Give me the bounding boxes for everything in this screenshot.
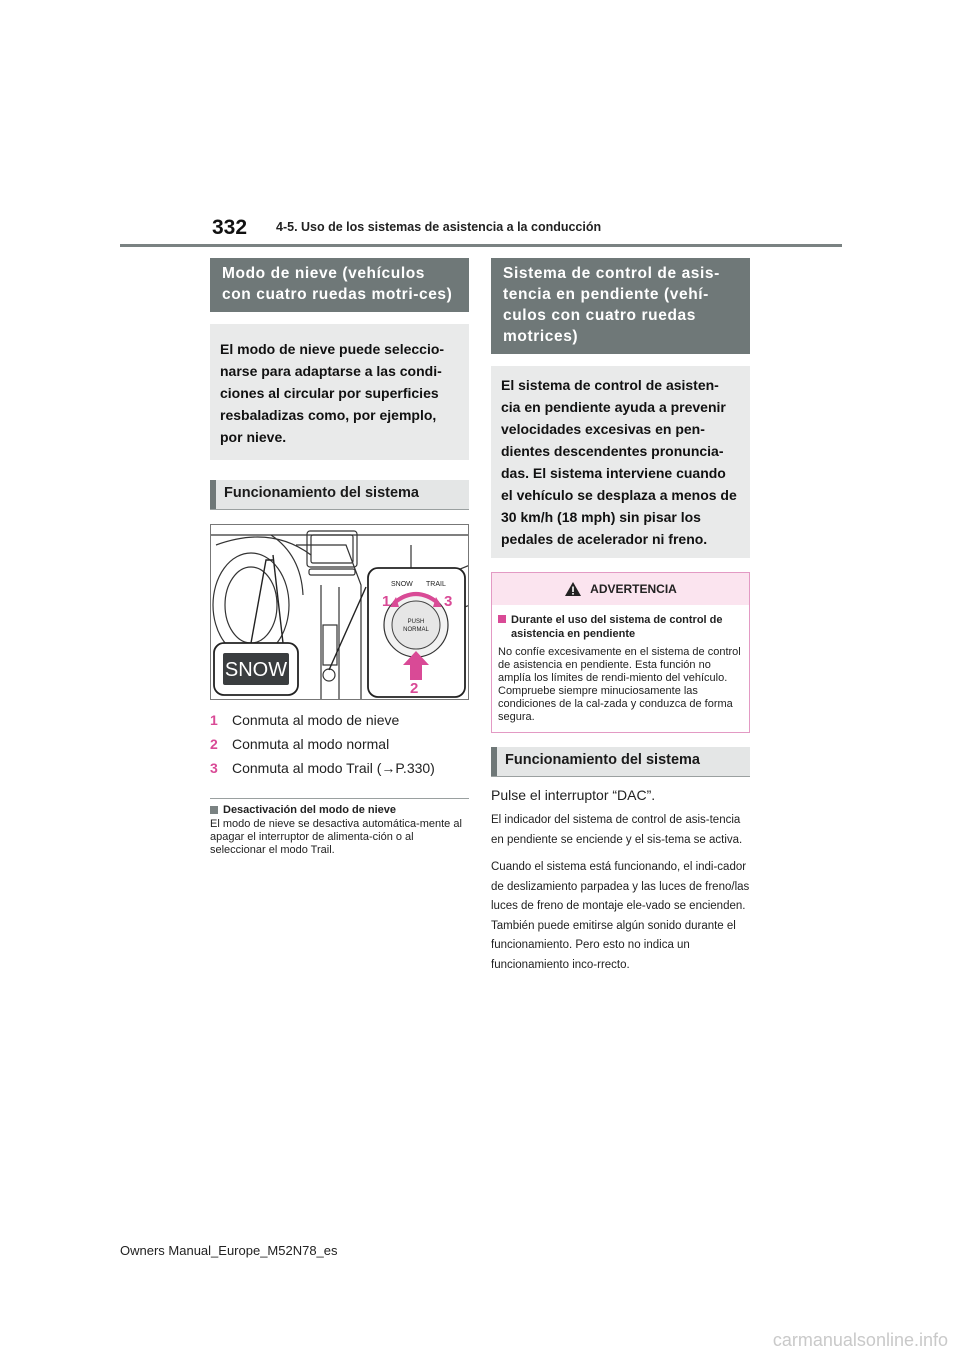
- dac-subheading: [491, 747, 750, 777]
- list-item: [210, 732, 469, 756]
- left-column: [210, 258, 469, 857]
- snow-mode-figure: [210, 524, 469, 700]
- right-column: [491, 258, 750, 975]
- snow-mode-subheading: [210, 480, 469, 510]
- subheading-text: Funcionamiento del sistema: [224, 485, 419, 501]
- note-title-text: Desactivación del modo de nieve: [223, 804, 397, 816]
- warning-header: [492, 573, 749, 605]
- callout-3: 3: [444, 593, 453, 610]
- note-divider: [210, 798, 469, 799]
- dac-paragraph-2: Cuando el sistema está funcionando, el indi-cador de deslizamiento parpadea y las luces de freno/las luces de freno de montaje ele-vado se encienden. También puede emitirse algún sonido durante el funcionamiento. Pero esto no indica un funcionamiento inco-rrecto.: [491, 861, 750, 971]
- step-text: Conmuta al modo de nieve: [232, 712, 400, 728]
- snow-indicator-label: SNOW: [224, 659, 288, 681]
- dac-intro: El sistema de control de asisten-cia en pendiente ayuda a prevenir velocidades excesivas en pen-dientes descendentes pronuncia-das. El sistema interviene cuando el vehículo se desplaza a menos de 30 km/h (18 mph) sin pisar los pedales de acelerador ni freno.: [491, 366, 750, 558]
- dial-snow-label: SNOW: [391, 581, 413, 588]
- dial-trail-label: TRAIL: [426, 581, 446, 588]
- step-list: [210, 708, 469, 780]
- subheading-text: Funcionamiento del sistema: [505, 752, 700, 768]
- snow-mode-intro: El modo de nieve puede seleccio-narse para adaptarse a las condi-ciones al circular por superficies resbaladizas como, por ejemplo, por nieve.: [210, 324, 469, 460]
- warning-box: [491, 572, 750, 733]
- warning-triangle-icon: [564, 581, 582, 597]
- note-title: [210, 804, 469, 816]
- chapter-title: 4-5. Uso de los sistemas de asistencia a la conducción: [276, 220, 602, 234]
- snow-mode-section-title: Modo de nieve (vehículos con cuatro ruedas motri-ces): [210, 258, 469, 312]
- header-rule: [120, 244, 842, 247]
- dac-section-title: Sistema de control de asis-tencia en pendiente (vehí-culos con cuatro ruedas motrices): [491, 258, 750, 354]
- dac-lead: Pulse el interruptor “DAC”.: [491, 787, 656, 803]
- step-number: 3: [210, 760, 218, 776]
- warning-title-text: Durante el uso del sistema de control de asistencia en pendiente: [511, 614, 723, 640]
- step-number: 2: [210, 736, 218, 752]
- footer-manual-id: Owners Manual_Europe_M52N78_es: [120, 1243, 338, 1258]
- callout-2: 2: [410, 680, 419, 697]
- warning-label: ADVERTENCIA: [590, 582, 677, 596]
- page-number: 332: [212, 216, 248, 239]
- callout-1: 1: [382, 593, 391, 610]
- step-text-link[interactable]: Conmuta al modo Trail (→P.330): [232, 760, 435, 776]
- dac-paragraph-1: El indicador del sistema de control de asis-tencia en pendiente se enciende y el sis-tema se activa.: [491, 814, 743, 846]
- list-item: [210, 756, 469, 780]
- list-item: [210, 708, 469, 732]
- dial-normal-label: NORMAL: [403, 627, 429, 633]
- watermark: carmanualsonline.info: [772, 1330, 948, 1350]
- bullet-square-icon: [498, 615, 506, 623]
- note-body: El modo de nieve se desactiva automática-mente al apagar el interruptor de alimenta-ción o al seleccionar el modo Trail.: [210, 818, 462, 856]
- step-number: 1: [210, 712, 218, 728]
- step-text: Conmuta al modo normal: [232, 736, 390, 752]
- warning-body: No confíe excesivamente en el sistema de control de asistencia en pendiente. Esta función no amplía los límites de rendi-miento del vehículo. Compruebe siempre minuciosamente las condiciones de la cal-zada y conduzca de forma segura.: [498, 646, 741, 723]
- warning-title: [498, 613, 741, 641]
- bullet-square-icon: [210, 806, 218, 814]
- dashboard-illustration: [211, 525, 469, 700]
- warning-content: [492, 605, 749, 732]
- dial-push-label: PUSH: [407, 619, 425, 625]
